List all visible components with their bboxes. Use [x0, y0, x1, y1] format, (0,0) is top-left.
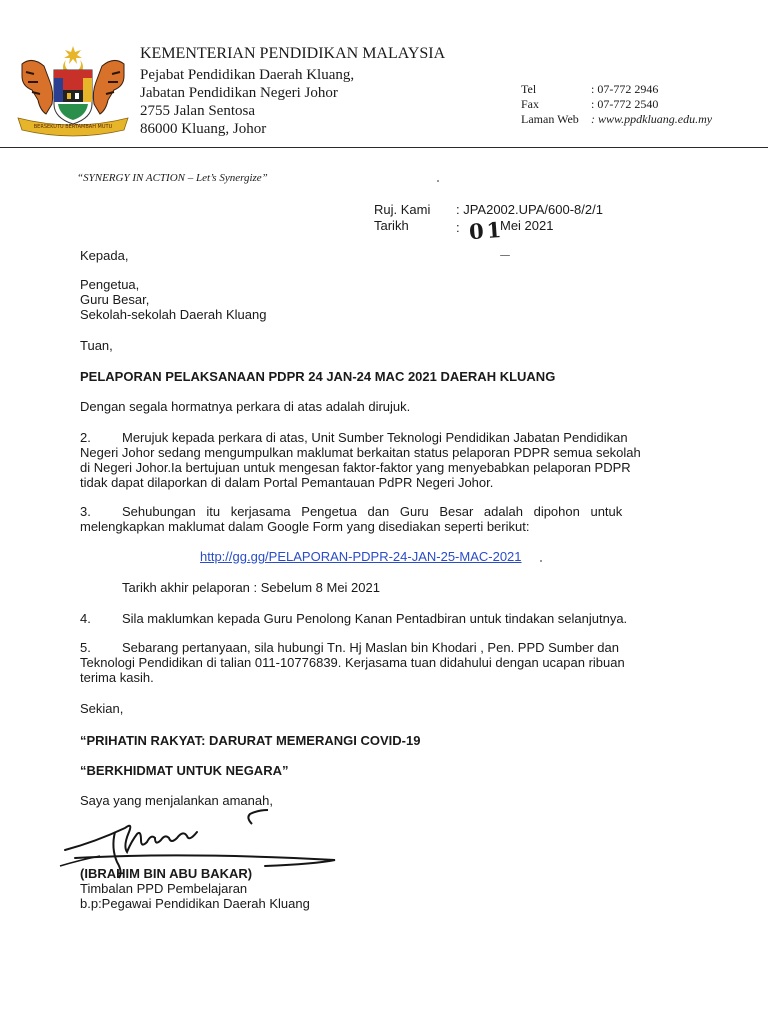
- paragraph-2-line: tidak dapat dilaporkan di dalam Portal Pemantauan PdPR Negeri Johor.: [80, 475, 494, 490]
- tel-value: : 07-772 2946: [591, 82, 659, 96]
- subject-title: PELAPORAN PELAKSANAAN PDPR 24 JAN-24 MAC 2021 DAERAH KLUANG: [80, 369, 556, 384]
- paragraph-2-line: di Negeri Johor.Ia bertujuan untuk mengesan faktor-faktor yang menyebabkan pelaporan PDPR: [80, 460, 631, 475]
- greeting: Kepada,: [80, 248, 129, 263]
- slogan-negara: “BERKHIDMAT UNTUK NEGARA”: [80, 763, 289, 778]
- paragraph-2-line: Negeri Johor sedang mengumpulkan maklumat berkaitan status pelaporan PDPR semua sekolah: [80, 445, 641, 460]
- salutation: Tuan,: [80, 338, 113, 353]
- address-line: 2755 Jalan Sentosa: [140, 103, 255, 119]
- motto: “SYNERGY IN ACTION – Let’s Synergize”: [77, 172, 268, 184]
- tarikh-colon: :: [456, 220, 460, 235]
- paragraph-1: Dengan segala hormatnya perkara di atas adalah dirujuk.: [80, 399, 411, 414]
- tarikh-month-year: Mei 2021: [500, 218, 554, 233]
- handwritten-mark-icon: [240, 806, 272, 826]
- scan-speck: [437, 180, 439, 182]
- svg-text:BERSEKUTU BERTAMBAH MUTU: BERSEKUTU BERTAMBAH MUTU: [33, 124, 113, 130]
- deadline-text: Tarikh akhir pelaporan : Sebelum 8 Mei 2021: [122, 580, 380, 595]
- tel-label: Tel: [521, 82, 537, 96]
- scan-speck: [540, 560, 542, 562]
- ministry-name: KEMENTERIAN PENDIDIKAN MALAYSIA: [140, 45, 446, 62]
- paragraph-number: 2.: [80, 430, 91, 445]
- paragraph-5-line: Teknologi Pendidikan di talian 011-10776839. Kerjasama tuan didahului dengan ucapan ribuan: [80, 655, 625, 670]
- letterhead-divider: [0, 147, 768, 148]
- malaysia-coat-of-arms-icon: [14, 44, 132, 140]
- slogan-covid: “PRIHATIN RAKYAT: DARURAT MEMERANGI COVID-19: [80, 733, 421, 748]
- website-value: : www.ppdkluang.edu.my: [591, 112, 713, 126]
- ruj-value: : JPA2002.UPA/600-8/2/1: [456, 202, 603, 217]
- signatory-office: b.p:Pegawai Pendidikan Daerah Kluang: [80, 896, 310, 911]
- address-line: 86000 Kluang, Johor: [140, 121, 267, 137]
- recipient-line: Pengetua,: [80, 277, 140, 292]
- scan-speck: [500, 255, 510, 256]
- paragraph-3-line: Sehubungan itu kerjasama Pengetua dan Guru Besar adalah dipohon untuk: [122, 504, 623, 519]
- sekian: Sekian,: [80, 701, 124, 716]
- address-line: Jabatan Pendidikan Negeri Johor: [140, 85, 338, 101]
- paragraph-3-line: melengkapkan maklumat dalam Google Form yang disediakan seperti berikut:: [80, 519, 530, 534]
- website-label: Laman Web: [521, 112, 579, 126]
- tarikh-handwritten-day: 01: [468, 216, 506, 245]
- paragraph-5-line: Sebarang pertanyaan, sila hubungi Tn. Hj Maslan bin Khodari , Pen. PPD Sumber dan: [122, 640, 619, 655]
- recipient-line: Guru Besar,: [80, 292, 150, 307]
- paragraph-number: 3.: [80, 504, 91, 519]
- paragraph-5-line: terima kasih.: [80, 670, 154, 685]
- trust-line: Saya yang menjalankan amanah,: [80, 793, 273, 808]
- paragraph-number: 4.: [80, 611, 91, 626]
- fax-label: Fax: [521, 97, 539, 111]
- recipient-line: Sekolah-sekolah Daerah Kluang: [80, 307, 267, 322]
- fax-value: : 07-772 2540: [591, 97, 659, 111]
- google-form-link[interactable]: http://gg.gg/PELAPORAN-PDPR-24-JAN-25-MAC-2021: [200, 549, 522, 564]
- paragraph-4: Sila maklumkan kepada Guru Penolong Kanan Pentadbiran untuk tindakan selanjutnya.: [122, 611, 628, 626]
- signatory-name: (IBRAHIM BIN ABU BAKAR): [80, 866, 253, 881]
- paragraph-number: 5.: [80, 640, 91, 655]
- paragraph-2-line: Merujuk kepada perkara di atas, Unit Sumber Teknologi Pendidikan Jabatan Pendidikan: [122, 430, 628, 445]
- address-line: Pejabat Pendidikan Daerah Kluang,: [140, 67, 355, 83]
- tarikh-label: Tarikh: [374, 218, 409, 233]
- signatory-title: Timbalan PPD Pembelajaran: [80, 881, 248, 896]
- ruj-label: Ruj. Kami: [374, 202, 431, 217]
